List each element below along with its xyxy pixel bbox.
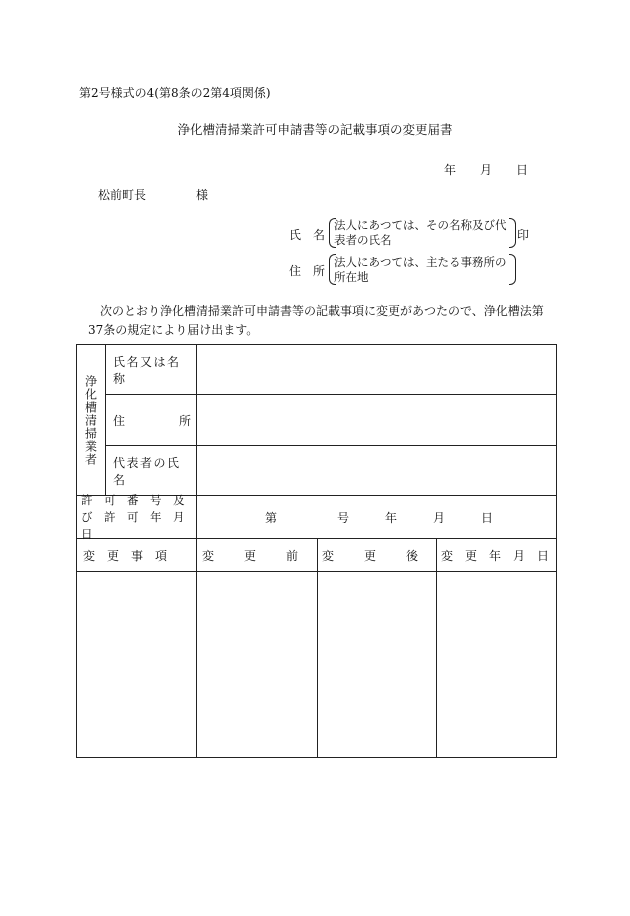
representative-name-field[interactable] <box>197 446 557 495</box>
applicant-name-field[interactable] <box>197 345 557 394</box>
row-label-address: 住 所 <box>113 413 191 428</box>
col-header-item: 変 更 事 項 <box>83 548 168 563</box>
permit-label: 許 可 番 号 及 び 許 可 年 月 日 <box>81 492 196 541</box>
change-date-field[interactable] <box>437 572 557 758</box>
before-change-field[interactable] <box>197 572 317 758</box>
change-item-field[interactable] <box>77 572 196 758</box>
col-header-after: 変 更 後 <box>322 548 428 563</box>
addressee <box>98 189 208 201</box>
date-year: 年 <box>444 163 457 177</box>
section-label: 浄化槽清掃業者 <box>83 374 98 466</box>
col-header-before: 変 更 前 <box>202 548 308 563</box>
date-month: 月 <box>480 163 493 177</box>
addressee-suffix: 様 <box>196 188 209 202</box>
form-number: 第2号様式の4(第8条の2第4項関係) <box>79 86 271 100</box>
seal-mark: 印 <box>517 228 530 242</box>
permit-number-date-field[interactable]: 第 号 年 月 日 <box>265 510 494 525</box>
row-label-representative: 代表者の氏名 <box>113 455 181 487</box>
submission-date <box>444 164 528 176</box>
document-title: 浄化槽清掃業許可申請書等の記載事項の変更届書 <box>177 122 453 137</box>
notification-table <box>76 344 557 758</box>
date-day: 日 <box>516 163 529 177</box>
applicant-name-note: 法人にあつては、その名称及び代 表者の氏名 <box>334 218 507 247</box>
statement-paragraph: 次のとおり浄化槽清掃業許可申請書等の記載事項に変更があつたので、浄化槽法第37条の規定により届け出ます。 <box>88 304 544 337</box>
addressee-name: 松前町長 <box>98 188 147 202</box>
applicant-name-label: 氏 名 <box>289 228 326 242</box>
applicant-address-note: 法人にあつては、主たる事務所の 所在地 <box>334 255 507 284</box>
applicant-address-label: 住 所 <box>289 264 326 278</box>
col-header-date: 変 更 年 月 日 <box>441 548 550 563</box>
after-change-field[interactable] <box>318 572 436 758</box>
applicant-address-field[interactable] <box>197 395 557 445</box>
row-label-name: 氏名又は名称 <box>113 354 181 386</box>
